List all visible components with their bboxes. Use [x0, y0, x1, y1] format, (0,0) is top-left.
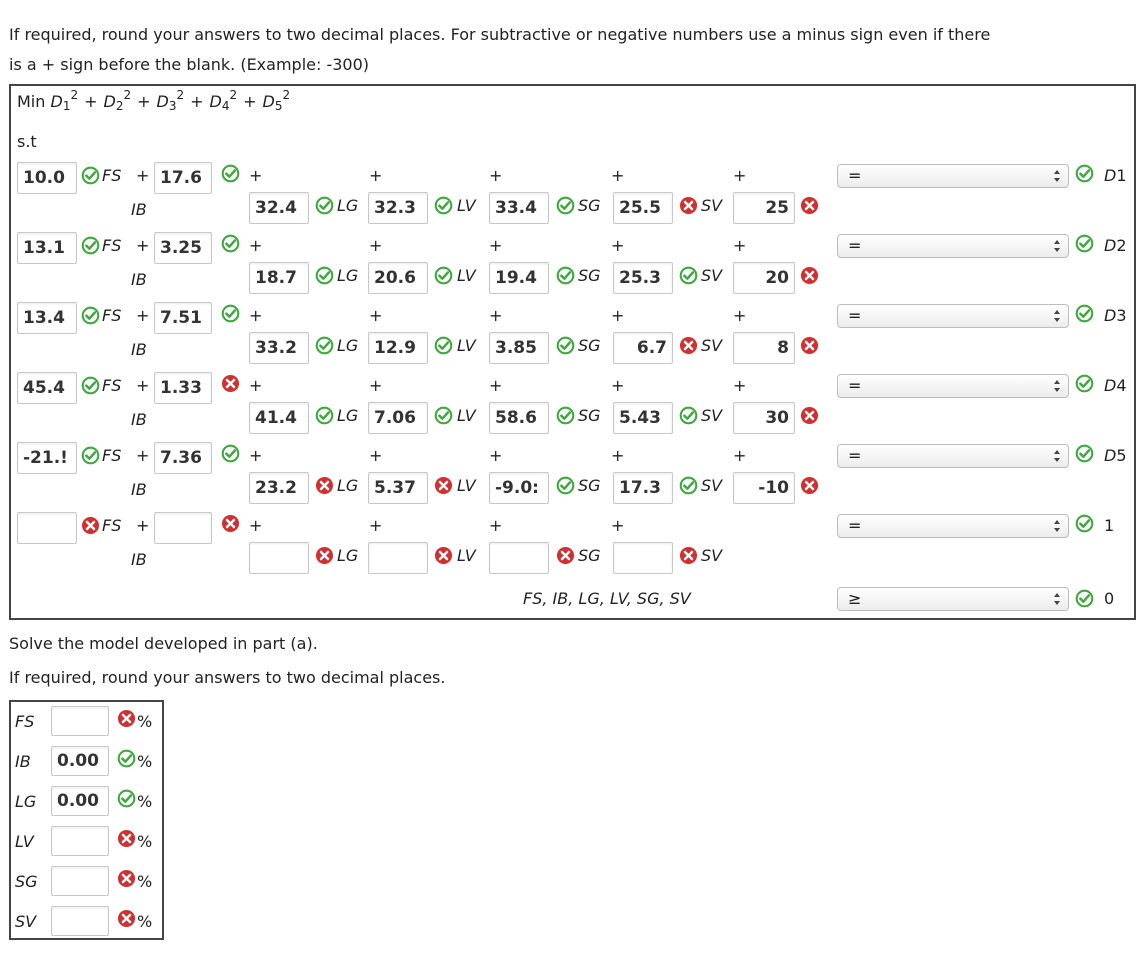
- sg-coefficient-input[interactable]: 33.4: [489, 192, 549, 224]
- check-circle-icon: [556, 196, 575, 215]
- plus-sign: +: [489, 446, 503, 465]
- check-circle-icon: [1075, 234, 1094, 253]
- lg-variable-label: LG: [337, 196, 359, 215]
- plus-sign: +: [369, 376, 383, 395]
- fs-coefficient-input[interactable]: 45.4: [17, 372, 77, 404]
- plus-sign: +: [136, 376, 150, 395]
- objective-exponent: 2: [176, 88, 185, 102]
- check-circle-icon: [434, 406, 453, 425]
- x-circle-icon: [117, 709, 136, 728]
- sv-variable-label: SV: [701, 336, 723, 355]
- ib-variable-label: IB: [131, 480, 147, 499]
- ib-coefficient-input[interactable]: 7.51: [154, 302, 212, 334]
- percent-unit: %: [137, 912, 153, 931]
- check-circle-icon: [315, 266, 334, 285]
- rhs-label-index: 1: [1116, 166, 1127, 185]
- model-box: [9, 84, 1136, 620]
- lg-coefficient-input[interactable]: 23.2: [249, 472, 309, 504]
- lv-coefficient-input[interactable]: 7.06: [368, 402, 428, 434]
- plus-sign: +: [369, 166, 383, 185]
- sv-coefficient-input[interactable]: 6.7: [613, 332, 673, 364]
- objective-exponent: 2: [282, 88, 291, 102]
- plus-sign: +: [136, 166, 150, 185]
- check-circle-icon: [81, 236, 100, 255]
- fs-variable-label: FS: [102, 376, 122, 395]
- ib-variable-label: IB: [131, 200, 147, 219]
- objective-exponent: 2: [229, 88, 238, 102]
- check-circle-icon: [434, 336, 453, 355]
- fs-coefficient-input[interactable]: 13.1: [17, 232, 77, 264]
- ib-coefficient-input[interactable]: 7.36: [154, 442, 212, 474]
- check-circle-icon: [1075, 374, 1094, 393]
- percent-unit: %: [137, 752, 153, 771]
- percent-unit: %: [137, 792, 153, 811]
- plus-sign: +: [249, 446, 263, 465]
- check-circle-icon: [81, 166, 100, 185]
- percent-unit: %: [137, 872, 153, 891]
- plus-sign: +: [249, 236, 263, 255]
- plus-sign: +: [611, 166, 625, 185]
- sg-variable-label: SG: [578, 196, 601, 215]
- fs-variable-label: FS: [102, 236, 122, 255]
- plus-sign: +: [733, 306, 747, 325]
- part-b-round-note: If required, round your answers to two decimal places.: [9, 668, 446, 687]
- x-circle-icon: [434, 546, 453, 565]
- nonneg-rhs: 0: [1104, 589, 1115, 608]
- sg-variable-label: SG: [578, 336, 601, 355]
- x-circle-icon: [556, 546, 575, 565]
- ib-coefficient-input[interactable]: 3.25: [154, 232, 212, 264]
- sv-coefficient-input[interactable]: 17.3: [613, 472, 673, 504]
- solution-table: [9, 700, 164, 940]
- check-circle-icon: [315, 406, 334, 425]
- st-label: s.t: [17, 132, 37, 151]
- sv-variable-label: SV: [701, 476, 723, 495]
- rhs-label-index: 2: [1116, 236, 1127, 255]
- x-circle-icon: [117, 829, 136, 848]
- plus-sign: +: [733, 376, 747, 395]
- lv-variable-label: LV: [457, 266, 476, 285]
- objective-plus: +: [190, 92, 204, 111]
- fs-coefficient-input[interactable]: [17, 512, 77, 544]
- nonneg-operator-value: ≥: [848, 589, 862, 608]
- sv-coefficient-input[interactable]: 25.3: [613, 262, 673, 294]
- plus-sign: +: [489, 306, 503, 325]
- rhs-coefficient-input[interactable]: 25: [733, 192, 795, 224]
- check-circle-icon: [81, 306, 100, 325]
- check-circle-icon: [1075, 589, 1094, 608]
- check-circle-icon: [1075, 164, 1094, 183]
- objective-exponent: 2: [123, 88, 132, 102]
- plus-sign: +: [249, 306, 263, 325]
- rhs-label-index: 3: [1116, 306, 1127, 325]
- solution-value-input[interactable]: 0.00: [51, 746, 109, 776]
- lv-coefficient-input[interactable]: 32.3: [368, 192, 428, 224]
- sv-variable-label: SV: [701, 266, 723, 285]
- sg-coefficient-input[interactable]: 19.4: [489, 262, 549, 294]
- plus-sign: +: [489, 166, 503, 185]
- lg-coefficient-input[interactable]: [249, 542, 309, 574]
- constraint-operator-value: =: [848, 166, 862, 185]
- check-circle-icon: [556, 406, 575, 425]
- plus-sign: +: [369, 306, 383, 325]
- rhs-coefficient-input[interactable]: 30: [733, 402, 795, 434]
- sg-variable-label: SG: [578, 266, 601, 285]
- sg-variable-label: SG: [578, 476, 601, 495]
- plus-sign: +: [136, 516, 150, 535]
- lg-coefficient-input[interactable]: 41.4: [249, 402, 309, 434]
- objective-exponent: 2: [70, 88, 79, 102]
- check-circle-icon: [556, 266, 575, 285]
- rhs-label-index: 5: [1116, 446, 1127, 465]
- check-circle-icon: [679, 266, 698, 285]
- lv-coefficient-input[interactable]: 12.9: [368, 332, 428, 364]
- constraint-rhs-label: [1104, 306, 1127, 326]
- check-circle-icon: [679, 476, 698, 495]
- lv-variable-label: LV: [457, 546, 476, 565]
- plus-sign: +: [733, 446, 747, 465]
- check-circle-icon: [221, 304, 240, 323]
- plus-sign: +: [611, 236, 625, 255]
- fs-coefficient-input[interactable]: 13.4: [17, 302, 77, 334]
- objective-var: D: [156, 92, 169, 111]
- check-circle-icon: [434, 196, 453, 215]
- solution-value-input[interactable]: 0.00: [51, 786, 109, 816]
- check-circle-icon: [1075, 304, 1094, 323]
- x-circle-icon: [315, 546, 334, 565]
- objective-subscript: 3: [168, 99, 177, 113]
- solution-variable-label: SG: [15, 872, 38, 891]
- x-circle-icon: [117, 909, 136, 928]
- rhs-label-var: D: [1104, 166, 1117, 185]
- lv-coefficient-input[interactable]: 20.6: [368, 262, 428, 294]
- ib-coefficient-input[interactable]: [154, 512, 212, 544]
- sg-coefficient-input[interactable]: 58.6: [489, 402, 549, 434]
- check-circle-icon: [221, 234, 240, 253]
- check-circle-icon: [315, 196, 334, 215]
- plus-sign: +: [733, 236, 747, 255]
- constraint-operator-value: =: [848, 446, 862, 465]
- plus-sign: +: [489, 376, 503, 395]
- objective-plus: +: [84, 92, 98, 111]
- check-circle-icon: [81, 376, 100, 395]
- nonneg-variables: FS, IB, LG, LV, SG, SV: [523, 589, 691, 608]
- rhs-label-var: D: [1104, 446, 1117, 465]
- solution-variable-label: IB: [15, 752, 31, 771]
- fs-variable-label: FS: [102, 166, 122, 185]
- nonneg-operator-select[interactable]: [837, 587, 1069, 611]
- constraint-rhs-label: [1104, 446, 1127, 466]
- check-circle-icon: [1075, 514, 1094, 533]
- solution-value-input[interactable]: [51, 826, 109, 856]
- lv-variable-label: LV: [457, 476, 476, 495]
- objective-subscript: 2: [115, 99, 124, 113]
- objective-var: D: [209, 92, 222, 111]
- plus-sign: +: [249, 376, 263, 395]
- constraint-operator-value: =: [848, 516, 862, 535]
- check-circle-icon: [81, 446, 100, 465]
- solution-variable-label: LG: [15, 792, 37, 811]
- lv-variable-label: LV: [457, 336, 476, 355]
- intro-line-1: If required, round your answers to two decimal places. For subtractive or negative numbers use a minus sign even if there: [9, 25, 991, 44]
- check-circle-icon: [1075, 444, 1094, 463]
- lg-variable-label: LG: [337, 266, 359, 285]
- solution-variable-label: LV: [15, 832, 34, 851]
- objective-min-label: Min: [17, 92, 46, 111]
- x-circle-icon: [800, 476, 819, 495]
- ib-variable-label: IB: [131, 340, 147, 359]
- ib-variable-label: IB: [131, 270, 147, 289]
- objective-var: D: [50, 92, 63, 111]
- intro-line-2: is a + sign before the blank. (Example: -300): [9, 55, 370, 74]
- sg-variable-label: SG: [578, 546, 601, 565]
- objective-plus: +: [243, 92, 257, 111]
- solution-value-input[interactable]: [51, 906, 109, 936]
- check-circle-icon: [117, 789, 136, 808]
- objective-var: D: [262, 92, 275, 111]
- plus-sign: +: [611, 446, 625, 465]
- percent-unit: %: [137, 712, 153, 731]
- fs-coefficient-input[interactable]: 10.0: [17, 162, 77, 194]
- constraint-operator-value: =: [848, 306, 862, 325]
- constraint-operator-select[interactable]: [837, 164, 1069, 188]
- sv-variable-label: SV: [701, 406, 723, 425]
- part-b-heading: Solve the model developed in part (a).: [9, 634, 318, 653]
- x-circle-icon: [800, 336, 819, 355]
- objective-function: [17, 88, 291, 113]
- check-circle-icon: [434, 266, 453, 285]
- constraint-rhs-label: [1104, 376, 1127, 396]
- percent-unit: %: [137, 832, 153, 851]
- constraint-operator-value: =: [848, 376, 862, 395]
- lv-coefficient-input[interactable]: 5.37: [368, 472, 428, 504]
- check-circle-icon: [315, 336, 334, 355]
- plus-sign: +: [136, 446, 150, 465]
- objective-plus: +: [137, 92, 151, 111]
- x-circle-icon: [800, 196, 819, 215]
- constraint-operator-select[interactable]: [837, 304, 1069, 328]
- lg-variable-label: LG: [337, 546, 359, 565]
- lg-variable-label: LG: [337, 406, 359, 425]
- plus-sign: +: [249, 166, 263, 185]
- fs-variable-label: FS: [102, 516, 122, 535]
- objective-var: D: [103, 92, 116, 111]
- check-circle-icon: [221, 444, 240, 463]
- plus-sign: +: [249, 516, 263, 535]
- rhs-label-index: 4: [1116, 376, 1127, 395]
- rhs-coefficient-input[interactable]: 8: [733, 332, 795, 364]
- check-circle-icon: [556, 336, 575, 355]
- check-circle-icon: [117, 749, 136, 768]
- constraint-operator-value: =: [848, 236, 862, 255]
- sg-coefficient-input[interactable]: 3.85: [489, 332, 549, 364]
- check-circle-icon: [221, 164, 240, 183]
- plus-sign: +: [369, 446, 383, 465]
- plus-sign: +: [136, 236, 150, 255]
- intro-text: [9, 20, 1134, 80]
- sv-coefficient-input[interactable]: 5.43: [613, 402, 673, 434]
- constraint-operator-select[interactable]: [837, 234, 1069, 258]
- ib-coefficient-input[interactable]: 1.33: [154, 372, 212, 404]
- ib-coefficient-input[interactable]: 17.6: [154, 162, 212, 194]
- lg-variable-label: LG: [337, 476, 359, 495]
- plus-sign: +: [369, 236, 383, 255]
- x-circle-icon: [679, 196, 698, 215]
- lv-variable-label: LV: [457, 406, 476, 425]
- x-circle-icon: [221, 374, 240, 393]
- constraint-operator-select[interactable]: [837, 374, 1069, 398]
- objective-terms: [50, 88, 291, 113]
- solution-variable-label: FS: [15, 712, 35, 731]
- constraint-operator-select[interactable]: [837, 444, 1069, 468]
- sv-coefficient-input[interactable]: 25.5: [613, 192, 673, 224]
- rhs-coefficient-input[interactable]: -10: [733, 472, 795, 504]
- plus-sign: +: [611, 376, 625, 395]
- check-circle-icon: [556, 476, 575, 495]
- x-circle-icon: [315, 476, 334, 495]
- updown-arrows-icon: [1053, 591, 1061, 607]
- sv-variable-label: SV: [701, 546, 723, 565]
- check-circle-icon: [679, 406, 698, 425]
- sg-coefficient-input[interactable]: -9.0:: [489, 472, 549, 504]
- constraint-rhs-label: [1104, 236, 1127, 256]
- lv-variable-label: LV: [457, 196, 476, 215]
- rhs-label-var: D: [1104, 376, 1117, 395]
- plus-sign: +: [489, 516, 503, 535]
- constraint-rhs-label: 1: [1104, 516, 1115, 535]
- fs-variable-label: FS: [102, 306, 122, 325]
- rhs-label-var: D: [1104, 306, 1117, 325]
- sg-variable-label: SG: [578, 406, 601, 425]
- solution-value-input[interactable]: [51, 866, 109, 896]
- lg-variable-label: LG: [337, 336, 359, 355]
- x-circle-icon: [117, 869, 136, 888]
- plus-sign: +: [611, 516, 625, 535]
- lg-coefficient-input[interactable]: 18.7: [249, 262, 309, 294]
- lv-coefficient-input[interactable]: [368, 542, 428, 574]
- plus-sign: +: [733, 166, 747, 185]
- lg-coefficient-input[interactable]: 33.2: [249, 332, 309, 364]
- sv-coefficient-input[interactable]: [613, 542, 673, 574]
- sg-coefficient-input[interactable]: [489, 542, 549, 574]
- solution-value-input[interactable]: [51, 706, 109, 736]
- x-circle-icon: [800, 406, 819, 425]
- sv-variable-label: SV: [701, 196, 723, 215]
- solution-variable-label: SV: [15, 912, 37, 931]
- ib-variable-label: IB: [131, 550, 147, 569]
- x-circle-icon: [221, 514, 240, 533]
- plus-sign: +: [369, 516, 383, 535]
- objective-subscript: 1: [62, 99, 71, 113]
- x-circle-icon: [800, 266, 819, 285]
- x-circle-icon: [81, 516, 100, 535]
- plus-sign: +: [611, 306, 625, 325]
- fs-coefficient-input[interactable]: -21.!: [17, 442, 77, 474]
- objective-subscript: 4: [221, 99, 230, 113]
- fs-variable-label: FS: [102, 446, 122, 465]
- objective-subscript: 5: [274, 99, 283, 113]
- x-circle-icon: [434, 476, 453, 495]
- x-circle-icon: [679, 546, 698, 565]
- constraint-rhs-label: [1104, 166, 1127, 186]
- rhs-coefficient-input[interactable]: 20: [733, 262, 795, 294]
- constraint-operator-select[interactable]: [837, 514, 1069, 538]
- x-circle-icon: [679, 336, 698, 355]
- plus-sign: +: [489, 236, 503, 255]
- plus-sign: +: [136, 306, 150, 325]
- rhs-label-var: D: [1104, 236, 1117, 255]
- ib-variable-label: IB: [131, 410, 147, 429]
- lg-coefficient-input[interactable]: 32.4: [249, 192, 309, 224]
